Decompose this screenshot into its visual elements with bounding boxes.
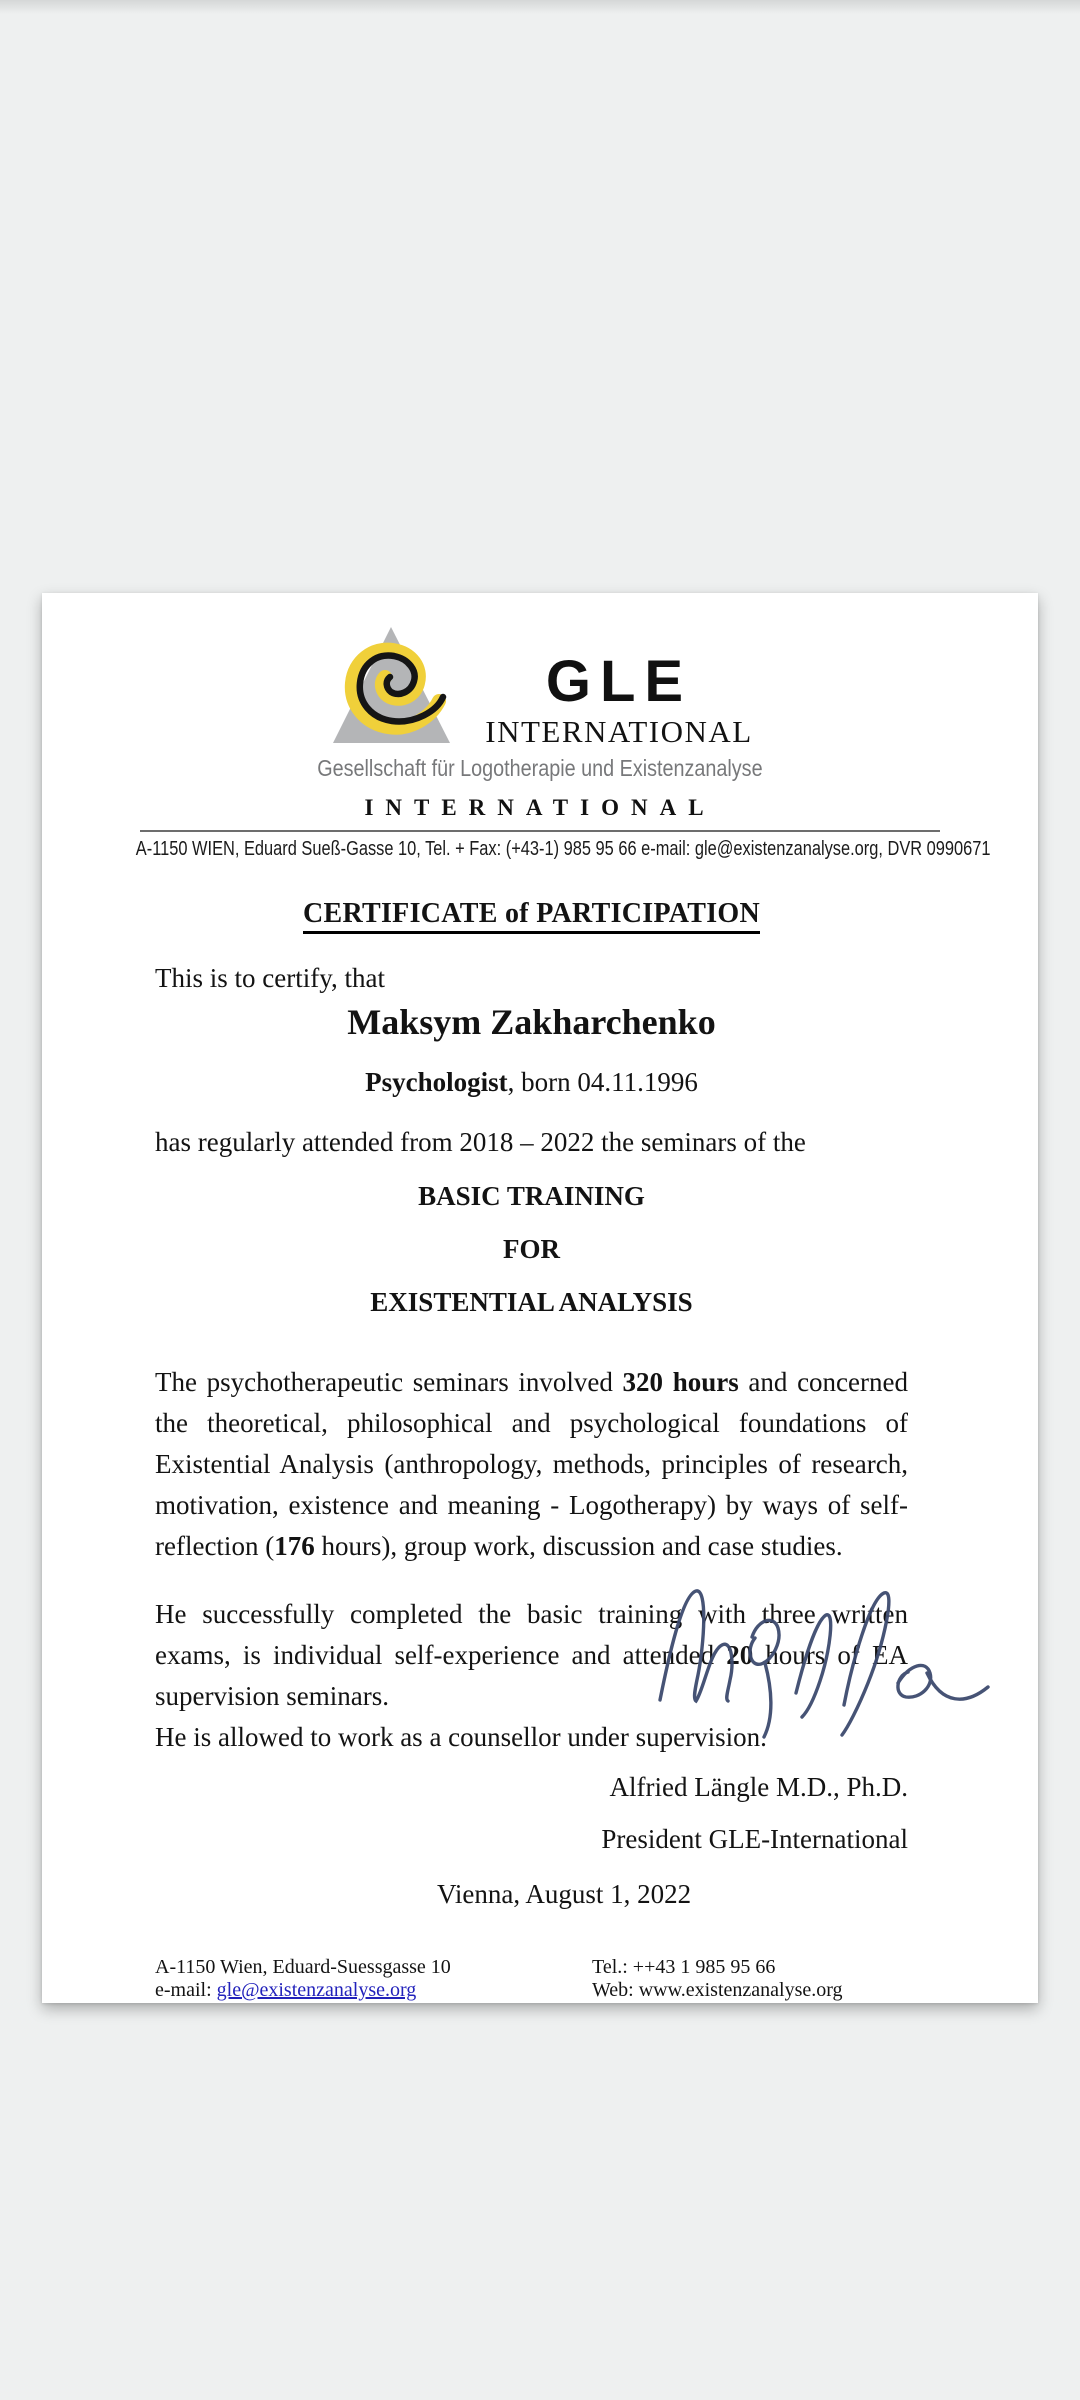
paragraph-completion: He successfully completed the basic training with three written exams, is individual self-experience and attended 20 hours of EA supervision seminars. (155, 1599, 908, 1711)
certificate-page (42, 593, 1038, 2003)
place-date-line: Vienna, August 1, 2022 (437, 1879, 692, 1909)
footer-tel: Tel.: ++43 1 985 95 66 (592, 1956, 776, 1978)
brand-international: INTERNATIONAL (485, 714, 753, 749)
letterhead-address-line: A-1150 WIEN, Eduard Sueß-Gasse 10, Tel. + Fax: (+43-1) 985 95 66 e-mail: gle@existenzanalyse.org, DVR 0990671 (135, 838, 991, 860)
profession-line (155, 1069, 908, 1096)
footer-web: Web: www.existenzanalyse.org (592, 1979, 843, 2001)
signer-name: Alfried Längle M.D., Ph.D. (609, 1772, 908, 1802)
certificate-body (155, 900, 908, 2002)
footer-address: A-1150 Wien, Eduard-Suessgasse 10 (155, 1956, 451, 1978)
gle-logo-icon (327, 619, 459, 747)
signer-title: President GLE-International (601, 1824, 908, 1854)
footer-contact-column (592, 1956, 843, 2002)
org-subtitle: Gesellschaft für Logotherapie und Existenzanalyse (317, 755, 763, 781)
footer-email-link[interactable]: gle@existenzanalyse.org (216, 1979, 417, 2001)
top-edge-shadow (0, 0, 1080, 14)
attendance-line: has regularly attended from 2018 – 2022 the seminars of the (155, 1127, 806, 1157)
recipient-name: Maksym Zakharchenko (347, 1002, 716, 1042)
intro-line: This is to certify, that (155, 963, 385, 993)
letterhead-divider (140, 830, 940, 832)
closing-line: He is allowed to work as a counsellor under supervision. (155, 1722, 767, 1752)
profession-rest: , born 04.11.1996 (507, 1067, 698, 1097)
footer-block (155, 1956, 908, 2002)
training-heading-1: BASIC TRAINING (418, 1181, 645, 1211)
brand-block (485, 648, 753, 749)
profession-bold: Psychologist (365, 1067, 508, 1097)
certificate-title: CERTIFICATE of PARTICIPATION (155, 900, 908, 928)
paragraph-hours: The psychotherapeutic seminars involved 320 hours and concerned the theoretical, philosophical and psychological foundations of Existential Analysis (anthropology, methods, principles of research, motivation, existence and meaning - Logotherapy) by ways of self-reflection (176 hours), group work, discussion and case studies. (155, 1367, 908, 1561)
brand-gle-wordmark: GLE (545, 648, 693, 714)
training-heading-3: EXISTENTIAL ANALYSIS (370, 1287, 693, 1317)
training-heading-2: FOR (503, 1234, 560, 1264)
footer-email-line: e-mail: gle@existenzanalyse.org (155, 1979, 417, 2001)
letterhead-international-spaced: INTERNATIONAL (364, 795, 716, 820)
letterhead-logo-row (42, 619, 1038, 747)
